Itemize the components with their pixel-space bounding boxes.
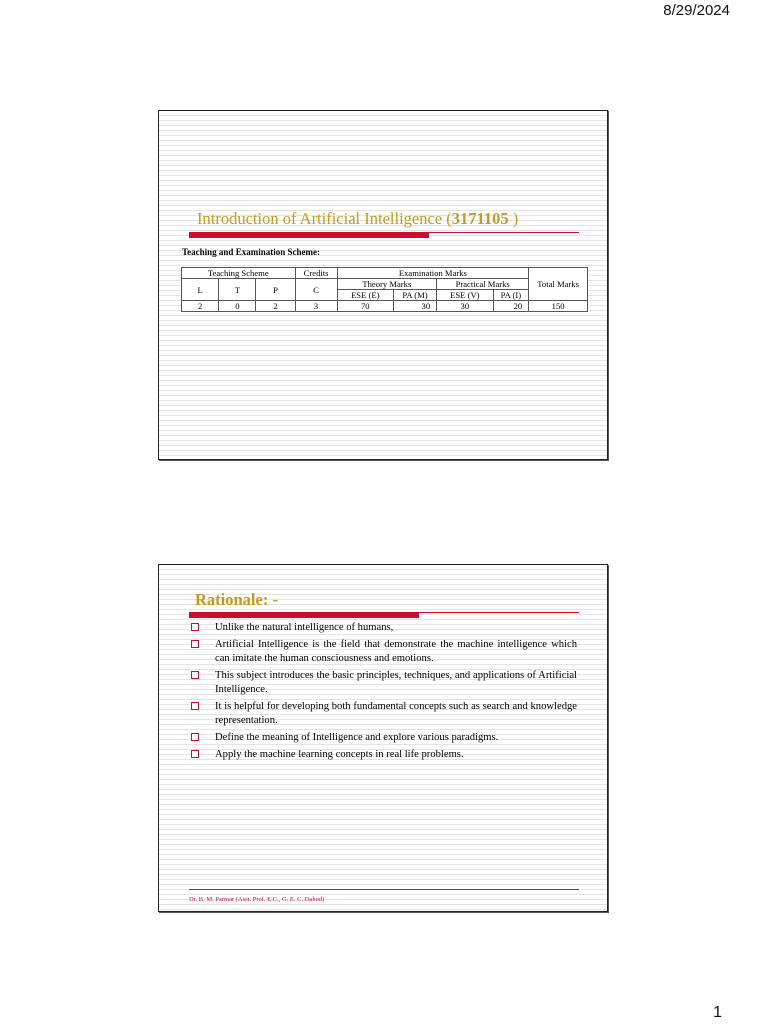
title-text: Introduction of Artificial Intelligence (	[197, 209, 452, 228]
table-cell: 30	[437, 301, 493, 312]
list-item	[189, 700, 577, 728]
table-header-cell: ESE (V)	[437, 290, 493, 301]
slide-rationale	[158, 564, 608, 912]
table-cell: 150	[529, 301, 588, 312]
slide-title	[197, 209, 518, 229]
table-header-cell: Examination Marks	[337, 268, 529, 279]
table-header-cell: C	[295, 279, 337, 301]
list-item-text: Unlike the natural intelligence of humans,	[215, 622, 394, 633]
slide-course-intro	[158, 110, 608, 460]
table-cell: 3	[295, 301, 337, 312]
list-item	[189, 638, 577, 666]
title-close: )	[508, 209, 519, 228]
table-row	[182, 268, 588, 279]
table-cell: 20	[493, 301, 529, 312]
table-header-cell: Teaching Scheme	[182, 268, 296, 279]
table-header-cell: PA (M)	[393, 290, 436, 301]
table-cell: 2	[182, 301, 219, 312]
list-item	[189, 748, 577, 762]
page-date: 8/29/2024	[663, 2, 730, 19]
list-item-text: Artificial Intelligence is the field that demonstrate the machine intelligence which can imitate the human consciousness and emotions.	[215, 639, 577, 664]
list-item-text: This subject introduces the basic principles, techniques, and applications of Artificial Intelligence.	[215, 670, 577, 695]
table-row	[182, 279, 588, 290]
list-item	[189, 621, 577, 635]
list-item-text: Define the meaning of Intelligence and explore various paradigms.	[215, 732, 499, 743]
rationale-list	[189, 621, 577, 765]
table-row	[182, 301, 588, 312]
page-number: 1	[713, 1004, 722, 1021]
table-header-cell: Theory Marks	[337, 279, 437, 290]
list-item	[189, 731, 577, 745]
table-cell: 2	[256, 301, 295, 312]
table-header-cell: ESE (E)	[337, 290, 393, 301]
table-header-cell: P	[256, 279, 295, 301]
list-item	[189, 669, 577, 697]
checkbox-bullet-icon	[191, 750, 199, 758]
title-rule-bar	[189, 233, 429, 238]
course-code: 3171105	[451, 209, 509, 228]
checkbox-bullet-icon	[191, 702, 199, 710]
table-header-cell: T	[219, 279, 256, 301]
scheme-table	[181, 267, 588, 312]
checkbox-bullet-icon	[191, 671, 199, 679]
list-item-text: Apply the machine learning concepts in real life problems.	[215, 749, 464, 760]
slide-title: Rationale: -	[195, 590, 278, 609]
slide-footer-author: Dr. B. M. Parmar (Asst. Prof. E.C., G. E. C. Dahod)	[189, 896, 325, 903]
scheme-heading: Teaching and Examination Scheme:	[182, 247, 320, 257]
table-cell: 70	[337, 301, 393, 312]
checkbox-bullet-icon	[191, 640, 199, 648]
table-cell: 30	[393, 301, 436, 312]
table-cell: 0	[219, 301, 256, 312]
table-header-cell: Practical Marks	[437, 279, 529, 290]
footer-rule	[189, 889, 579, 890]
title-rule-bar	[189, 613, 419, 618]
list-item-text: It is helpful for developing both fundamental concepts such as search and knowledge representation.	[215, 701, 577, 726]
table-header-cell: PA (I)	[493, 290, 529, 301]
table-header-cell: Credits	[295, 268, 337, 279]
checkbox-bullet-icon	[191, 733, 199, 741]
checkbox-bullet-icon	[191, 623, 199, 631]
table-header-cell: Total Marks	[529, 268, 588, 301]
table-header-cell: L	[182, 279, 219, 301]
